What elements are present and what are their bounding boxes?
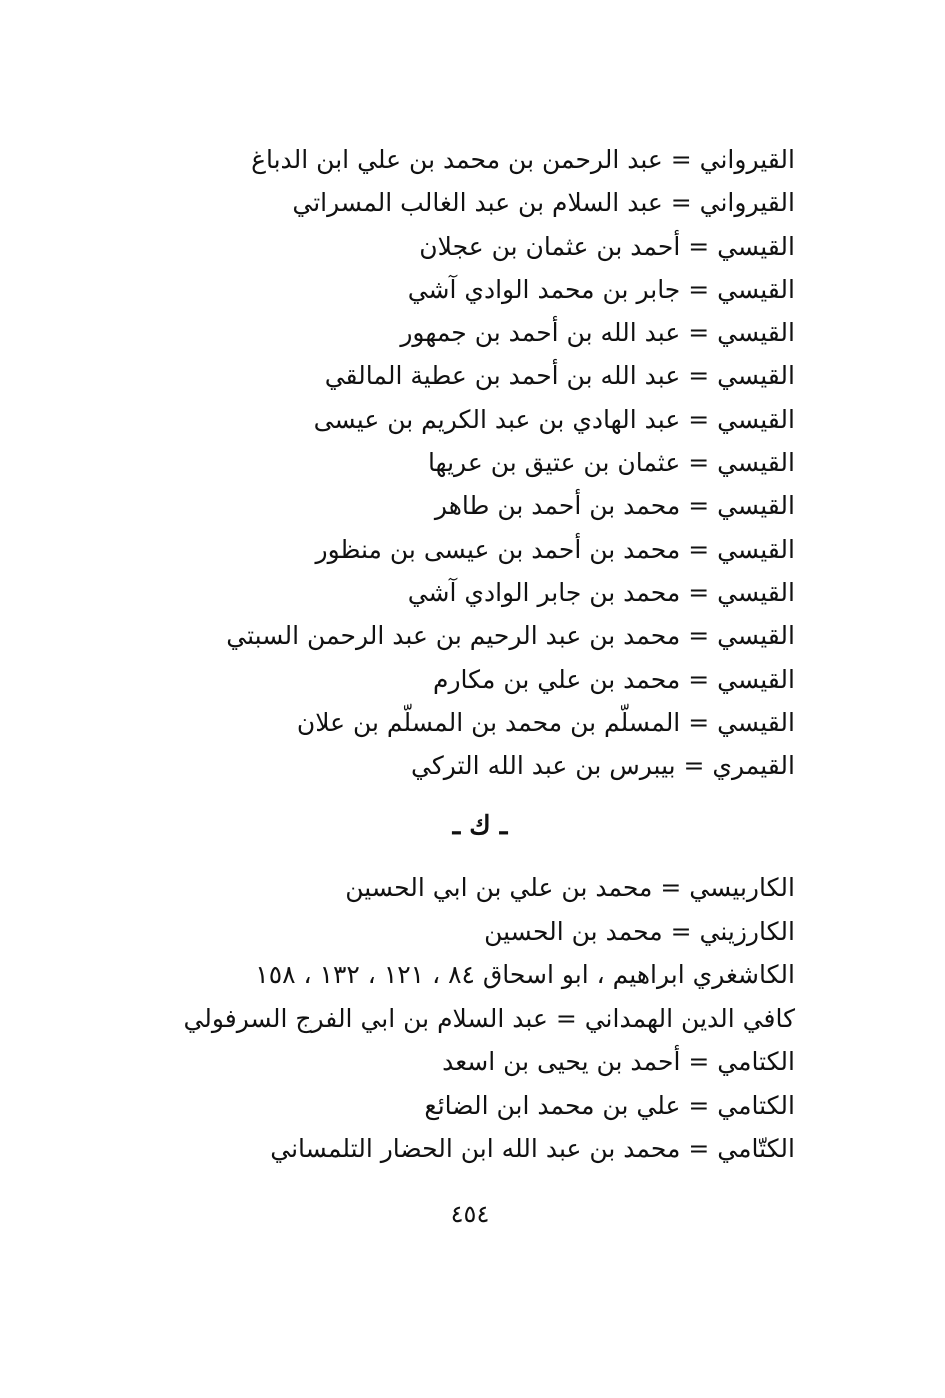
index-entry: القيسي = محمد بن جابر الوادي آشي [407, 577, 795, 607]
index-entry: الكتامي = علي بن محمد ابن الضائع [424, 1090, 795, 1120]
index-entry: القيسي = عبد الهادي بن عبد الكريم بن عيسى [313, 404, 795, 434]
index-entry: الكتّامي = محمد بن عبد الله ابن الحضار التلمساني [270, 1134, 795, 1163]
index-entry: القيسي = محمد بن علي بن مكارم [433, 664, 795, 694]
index-entry: القيسي = محمد بن أحمد بن طاهر [434, 491, 795, 521]
index-entry: القيسي = عثمان بن عتيق بن عريها [427, 448, 795, 478]
index-entry: الكتامي = أحمد بن يحيى بن اسعد [442, 1047, 795, 1076]
index-entry: القيسي = المسلّم بن محمد بن المسلّم بن علان [296, 707, 795, 737]
page-number: ٤٥٤ [450, 1200, 490, 1228]
index-entry: القيسي = جابر بن محمد الوادي آشي [407, 274, 795, 304]
index-list-kaf [183, 866, 795, 1171]
index-entry: القيسي = محمد بن عبد الرحيم بن عبد الرحمن السبتي [226, 621, 795, 651]
index-entry: القيمري = بيبرس بن عبد الله التركي [410, 751, 795, 781]
index-entry: الكاربيسي = محمد بن علي بن ابي الحسين [345, 873, 795, 902]
section-heading-kaf: ـ ك ـ [452, 811, 508, 841]
index-entry: كافي الدين الهمداني = عبد السلام بن ابي الفرج السرفولي [183, 1003, 795, 1033]
index-entry: الكاشغري ابراهيم ، ابو اسحاق ٨٤ ، ١٢١ ، ١٣٢ ، ١٥٨ [255, 960, 795, 989]
index-entry: الكارزيني = محمد بن الحسين [484, 916, 795, 946]
index-entry: القيرواني = عبد السلام بن عبد الغالب المسراتي [292, 188, 795, 218]
index-entry: القيسي = عبد الله بن أحمد بن عطية المالقي [324, 361, 795, 391]
index-entry: القيرواني = عبد الرحمن بن محمد بن علي ابن الدباغ [251, 145, 795, 174]
index-entry: القيسي = محمد بن أحمد بن عيسى بن منظور [315, 534, 795, 564]
index-entry: القيسي = عبد الله بن أحمد بن جمهور [400, 318, 795, 348]
index-entry: القيسي = أحمد بن عثمان بن عجلان [419, 231, 795, 261]
index-list-qaf [226, 138, 795, 787]
